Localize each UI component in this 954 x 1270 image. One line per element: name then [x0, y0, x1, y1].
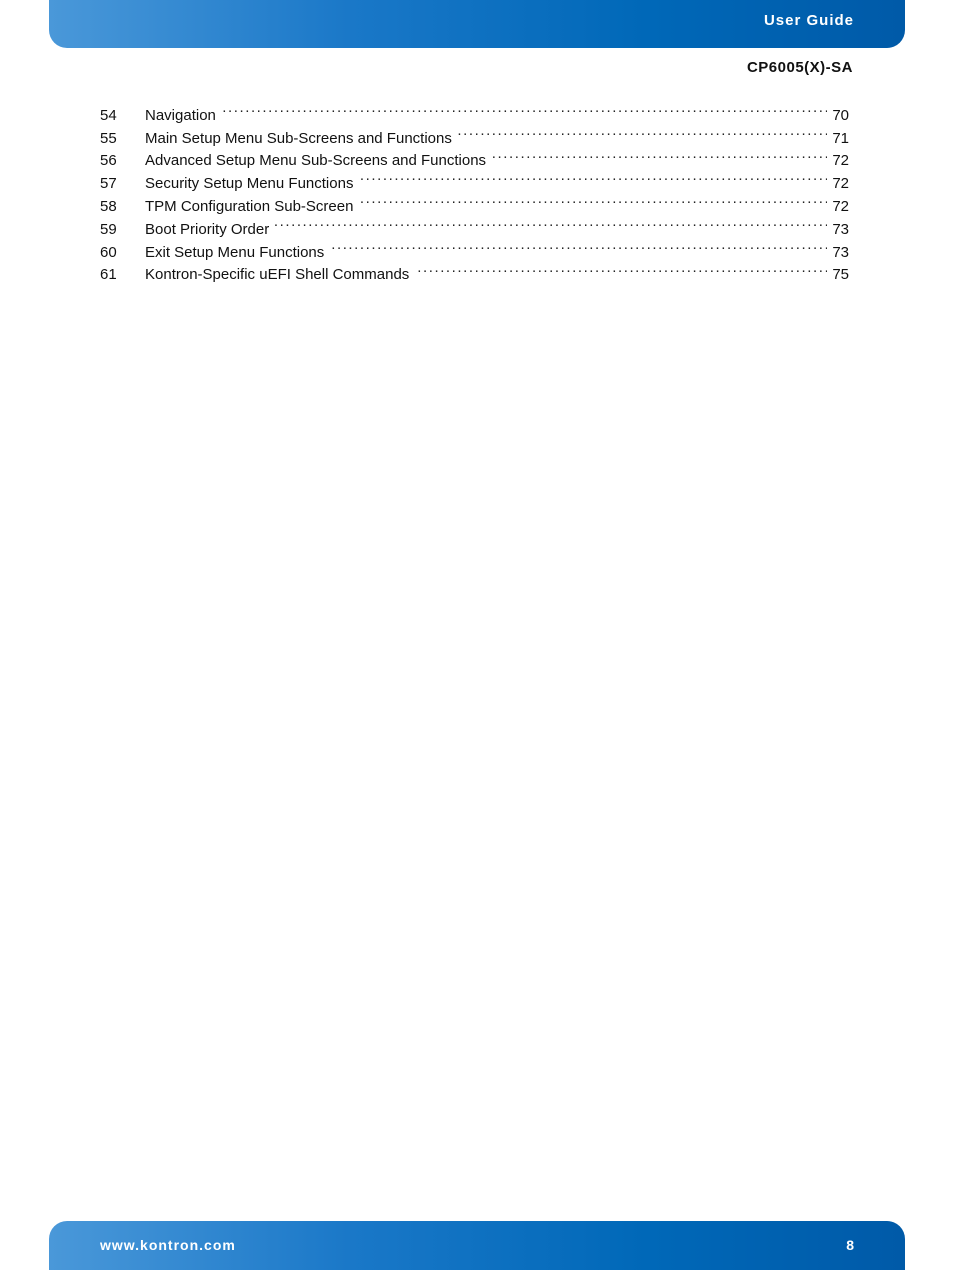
footer-url-link[interactable]: www.kontron.com [100, 1237, 236, 1253]
toc-entry-title: Advanced Setup Menu Sub-Screens and Functions [145, 152, 487, 170]
toc-dot-leader [275, 211, 827, 234]
toc-entry-number: 55 [100, 129, 117, 147]
toc-entry-number: 59 [100, 220, 117, 238]
toc-entry-page: 73 [832, 220, 849, 238]
toc-entry-page: 71 [832, 129, 849, 147]
footer-bar [49, 1221, 905, 1270]
toc-entry-title: Security Setup Menu Functions [145, 175, 354, 193]
toc-dot-leader [330, 234, 827, 257]
toc-entry-number: 60 [100, 243, 117, 261]
toc-entry-page: 72 [832, 175, 849, 193]
toc-entry-number: 54 [100, 106, 117, 124]
toc-entry-title: Main Setup Menu Sub-Screens and Functions [145, 129, 452, 147]
toc-entry-number: 58 [100, 197, 117, 215]
toc-entry-page: 73 [832, 243, 849, 261]
toc-entry-title: Navigation [145, 106, 216, 124]
toc-entry[interactable] [100, 97, 849, 124]
header-title: User Guide [763, 12, 854, 29]
toc-entry-title: TPM Configuration Sub-Screen [145, 197, 354, 215]
toc-entry-number: 57 [100, 175, 117, 193]
toc-entry-number: 61 [100, 266, 117, 284]
toc-entry-page: 72 [832, 152, 849, 170]
toc-dot-leader [415, 257, 827, 280]
toc-entry-title: Exit Setup Menu Functions [145, 243, 325, 261]
header-bar [49, 0, 905, 48]
toc-entry-title: Kontron-Specific uEFI Shell Commands [145, 266, 410, 284]
toc-dot-leader [492, 143, 827, 166]
toc-entry-page: 70 [832, 106, 849, 124]
toc-entry-title: Boot Priority Order [145, 220, 270, 238]
document-code: CP6005(X)-SA [746, 59, 853, 76]
toc-dot-leader [222, 97, 827, 120]
toc-dot-leader [359, 165, 827, 188]
table-of-contents [100, 97, 849, 284]
toc-entry-page: 75 [832, 266, 849, 284]
toc-entry-number: 56 [100, 152, 117, 170]
toc-entry-page: 72 [832, 197, 849, 215]
footer-page-number: 8 [846, 1237, 854, 1253]
toc-dot-leader [458, 120, 827, 143]
toc-dot-leader [359, 188, 827, 211]
